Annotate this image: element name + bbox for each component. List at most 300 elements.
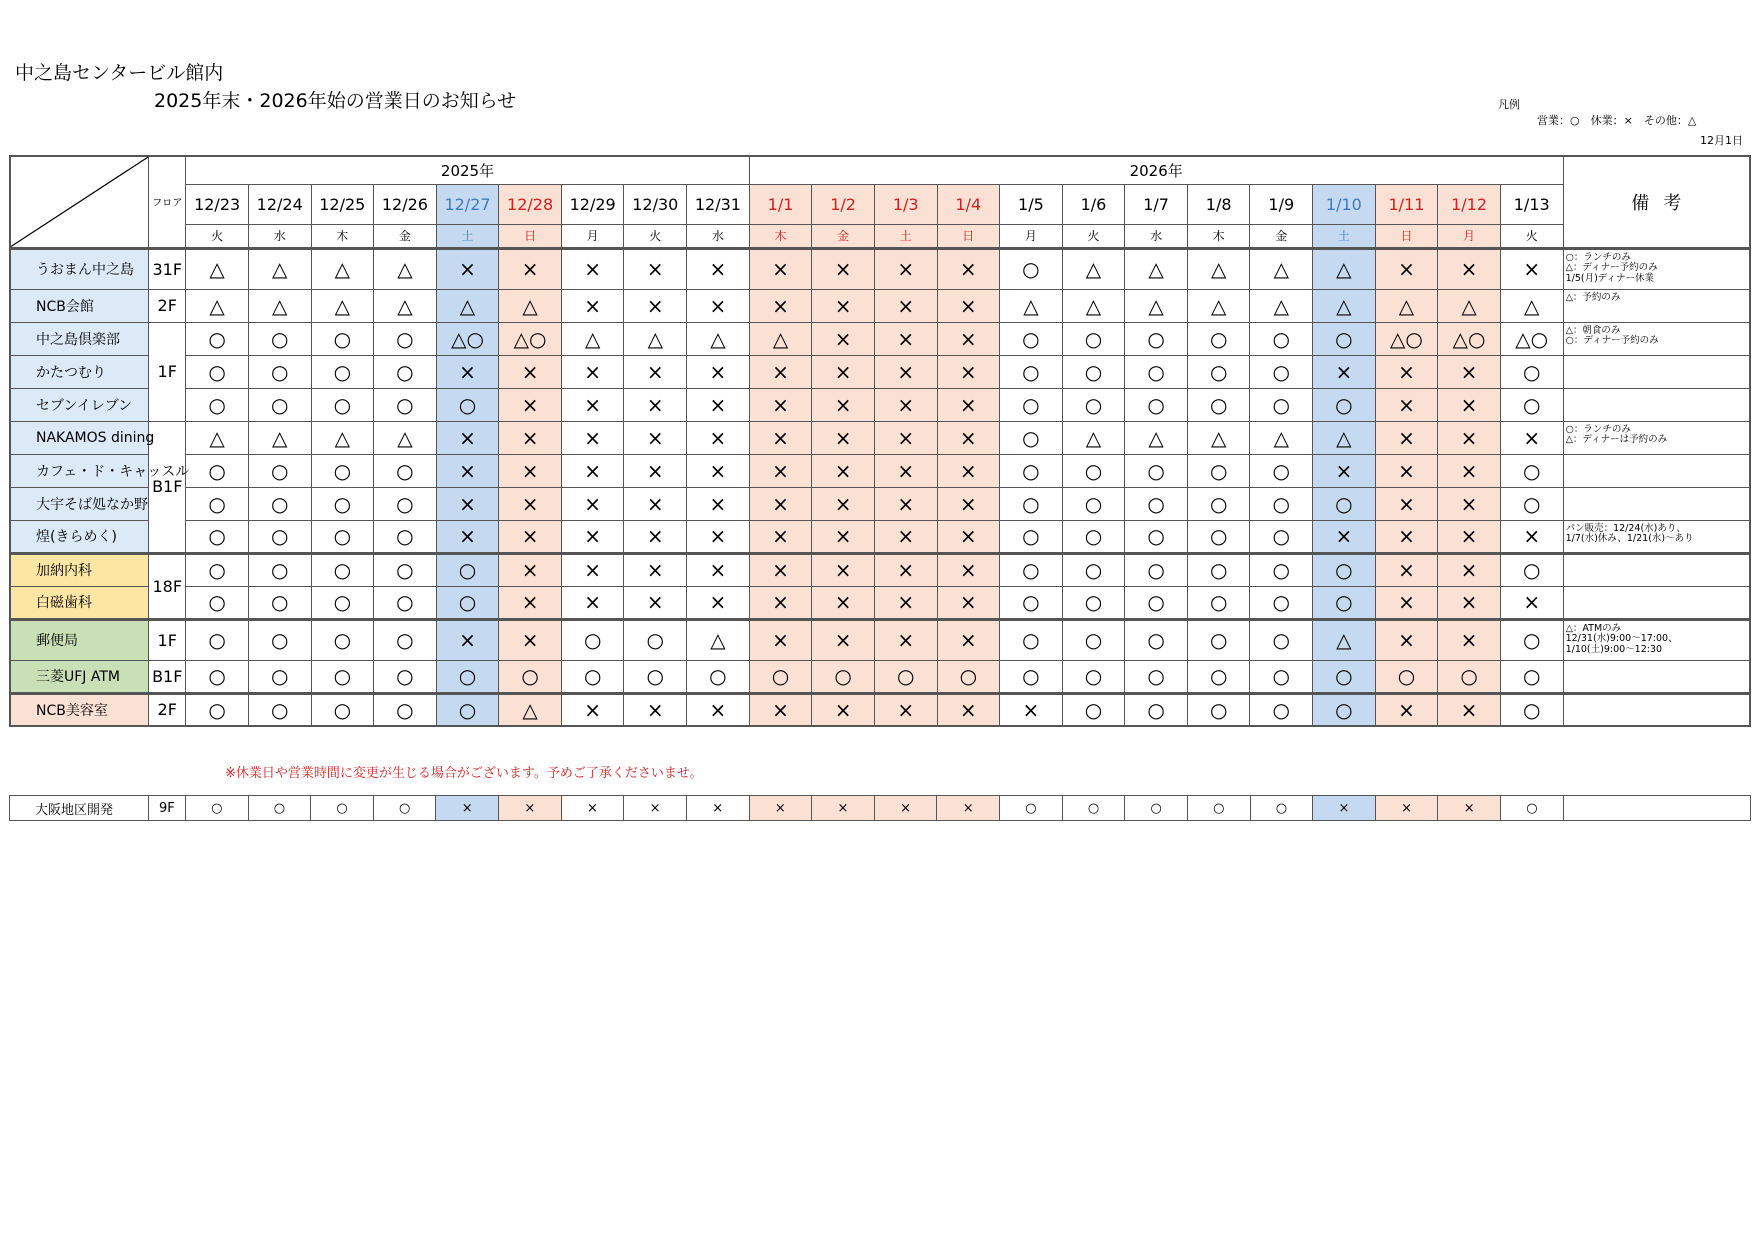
status-cell: △○ bbox=[1438, 322, 1501, 355]
date-header: 1/6 bbox=[1062, 184, 1125, 224]
status-cell: × bbox=[624, 487, 687, 520]
status-cell: ○ bbox=[186, 619, 249, 660]
status-cell: △ bbox=[374, 248, 437, 289]
status-cell: × bbox=[812, 322, 875, 355]
status-cell: ○ bbox=[1062, 454, 1125, 487]
status-cell: × bbox=[561, 454, 624, 487]
status-cell: ○ bbox=[311, 454, 374, 487]
status-cell: ○ bbox=[1500, 619, 1563, 660]
date-header: 12/26 bbox=[374, 184, 437, 224]
tenant-floor: B1F bbox=[149, 660, 186, 693]
status-cell: ○ bbox=[186, 454, 249, 487]
status-cell: △ bbox=[248, 248, 311, 289]
status-cell: × bbox=[812, 619, 875, 660]
status-cell: × bbox=[499, 619, 562, 660]
status-cell: ○ bbox=[1000, 388, 1063, 421]
status-cell: ○ bbox=[248, 322, 311, 355]
status-cell: ○ bbox=[248, 553, 311, 586]
status-cell: ○ bbox=[1500, 487, 1563, 520]
status-cell: △ bbox=[1313, 619, 1376, 660]
status-cell: △ bbox=[687, 322, 750, 355]
status-cell: △○ bbox=[1375, 322, 1438, 355]
status-cell: × bbox=[436, 355, 499, 388]
status-cell: × bbox=[1375, 454, 1438, 487]
tenant-floor: 1F bbox=[149, 619, 186, 660]
status-cell: ○ bbox=[1187, 619, 1250, 660]
status-cell: × bbox=[937, 355, 1000, 388]
status-cell: × bbox=[561, 421, 624, 454]
status-cell: ○ bbox=[1250, 619, 1313, 660]
tenant-name: NCB美容室 bbox=[10, 693, 149, 726]
status-cell: △ bbox=[624, 322, 687, 355]
status-cell: △ bbox=[374, 421, 437, 454]
status-cell: ○ bbox=[311, 355, 374, 388]
status-cell: × bbox=[937, 421, 1000, 454]
remarks-cell bbox=[1563, 355, 1750, 388]
status-cell: △○ bbox=[436, 322, 499, 355]
status-cell: × bbox=[1375, 421, 1438, 454]
date-header: 1/2 bbox=[812, 184, 875, 224]
status-cell: △ bbox=[1187, 289, 1250, 322]
weekday-header: 金 bbox=[374, 224, 437, 248]
status-cell: × bbox=[749, 289, 812, 322]
tenant-name: カフェ・ド・キャッスル bbox=[10, 454, 149, 487]
status-cell: × bbox=[1375, 520, 1438, 553]
status-cell: × bbox=[1000, 693, 1063, 726]
tenant-floor: 18F bbox=[149, 553, 186, 619]
status-cell: × bbox=[749, 487, 812, 520]
status-cell: × bbox=[499, 520, 562, 553]
status-cell: ○ bbox=[1313, 660, 1376, 693]
status-cell: ○ bbox=[374, 520, 437, 553]
status-cell: × bbox=[1438, 454, 1501, 487]
status-cell: × bbox=[874, 322, 937, 355]
status-cell: ○ bbox=[1000, 421, 1063, 454]
status-cell: ○ bbox=[1187, 454, 1250, 487]
status-cell: ○ bbox=[1125, 660, 1188, 693]
schedule-table bbox=[9, 155, 1751, 727]
status-cell: ○ bbox=[1250, 355, 1313, 388]
tenant-floor: 1F bbox=[149, 322, 186, 421]
status-cell: △ bbox=[1000, 289, 1063, 322]
status-cell: ○ bbox=[1250, 520, 1313, 553]
status-cell: × bbox=[499, 248, 562, 289]
status-cell: ○ bbox=[436, 693, 499, 726]
status-cell: × bbox=[812, 520, 875, 553]
status-cell: ○ bbox=[248, 355, 311, 388]
bottom-remarks-cell bbox=[1563, 796, 1750, 821]
status-cell: ○ bbox=[1000, 660, 1063, 693]
status-cell: × bbox=[499, 553, 562, 586]
status-cell: ○ bbox=[1125, 693, 1188, 726]
remarks-cell bbox=[1563, 388, 1750, 421]
status-cell: × bbox=[499, 421, 562, 454]
remarks-cell: ○：ランチのみ △：ディナーは予約のみ bbox=[1563, 421, 1750, 454]
weekday-header: 土 bbox=[1313, 224, 1376, 248]
status-cell: × bbox=[1438, 619, 1501, 660]
bottom-status-cell: ○ bbox=[311, 796, 374, 821]
tenant-name: うおまん中之島 bbox=[10, 248, 149, 289]
weekday-header: 木 bbox=[1187, 224, 1250, 248]
bottom-status-cell: ○ bbox=[1125, 796, 1188, 821]
status-cell: △ bbox=[1375, 289, 1438, 322]
weekday-header: 土 bbox=[874, 224, 937, 248]
remarks-cell: △：予約のみ bbox=[1563, 289, 1750, 322]
date-header: 1/5 bbox=[1000, 184, 1063, 224]
status-cell: × bbox=[561, 388, 624, 421]
status-cell: × bbox=[937, 693, 1000, 726]
tenant-name: 中之島倶楽部 bbox=[10, 322, 149, 355]
status-cell: × bbox=[1375, 388, 1438, 421]
status-cell: ○ bbox=[561, 619, 624, 660]
status-cell: ○ bbox=[374, 660, 437, 693]
status-cell: ○ bbox=[186, 487, 249, 520]
bottom-status-cell: × bbox=[686, 796, 749, 821]
bottom-status-cell: ○ bbox=[373, 796, 436, 821]
status-cell: ○ bbox=[374, 553, 437, 586]
status-cell: △ bbox=[1250, 289, 1313, 322]
status-cell: × bbox=[561, 289, 624, 322]
status-cell: ○ bbox=[1375, 660, 1438, 693]
status-cell: ○ bbox=[374, 388, 437, 421]
status-cell: ○ bbox=[186, 586, 249, 619]
status-cell: × bbox=[624, 289, 687, 322]
status-cell: × bbox=[561, 520, 624, 553]
status-cell: × bbox=[812, 289, 875, 322]
status-cell: × bbox=[561, 693, 624, 726]
status-cell: ○ bbox=[1000, 248, 1063, 289]
status-cell: × bbox=[874, 487, 937, 520]
legend-label: 凡例 bbox=[1498, 98, 1520, 111]
weekday-header: 日 bbox=[1375, 224, 1438, 248]
status-cell: × bbox=[1500, 248, 1563, 289]
status-cell: × bbox=[812, 487, 875, 520]
status-cell: × bbox=[812, 693, 875, 726]
status-cell: △ bbox=[1062, 289, 1125, 322]
status-cell: ○ bbox=[1000, 454, 1063, 487]
status-cell: ○ bbox=[1187, 520, 1250, 553]
status-cell: × bbox=[499, 388, 562, 421]
bottom-status-cell: ○ bbox=[1187, 796, 1250, 821]
status-cell: × bbox=[1375, 355, 1438, 388]
status-cell: ○ bbox=[374, 355, 437, 388]
status-cell: × bbox=[874, 248, 937, 289]
status-cell: × bbox=[436, 454, 499, 487]
status-cell: ○ bbox=[1313, 693, 1376, 726]
status-cell: ○ bbox=[1062, 322, 1125, 355]
status-cell: ○ bbox=[812, 660, 875, 693]
date-header: 12/30 bbox=[624, 184, 687, 224]
status-cell: × bbox=[687, 248, 750, 289]
status-cell: × bbox=[499, 355, 562, 388]
status-cell: △ bbox=[436, 289, 499, 322]
status-cell: × bbox=[937, 520, 1000, 553]
status-cell: ○ bbox=[1000, 487, 1063, 520]
date-header: 12/31 bbox=[687, 184, 750, 224]
status-cell: △ bbox=[1313, 248, 1376, 289]
status-cell: △ bbox=[186, 289, 249, 322]
status-cell: △ bbox=[311, 421, 374, 454]
status-cell: × bbox=[624, 520, 687, 553]
tenant-name: 大宇そば処なか野 bbox=[10, 487, 149, 520]
status-cell: × bbox=[561, 355, 624, 388]
bottom-status-cell: ○ bbox=[1501, 796, 1564, 821]
status-cell: × bbox=[436, 520, 499, 553]
status-cell: ○ bbox=[749, 660, 812, 693]
bottom-table bbox=[9, 795, 1751, 821]
status-cell: ○ bbox=[1125, 619, 1188, 660]
status-cell: × bbox=[687, 454, 750, 487]
status-cell: △○ bbox=[499, 322, 562, 355]
status-cell: × bbox=[874, 520, 937, 553]
status-cell: △ bbox=[186, 421, 249, 454]
bottom-status-cell: × bbox=[624, 796, 687, 821]
status-cell: ○ bbox=[1313, 322, 1376, 355]
status-cell: ○ bbox=[311, 322, 374, 355]
tenant-name: かたつむり bbox=[10, 355, 149, 388]
status-cell: ○ bbox=[436, 660, 499, 693]
tenant-name: セブンイレブン bbox=[10, 388, 149, 421]
status-cell: ○ bbox=[687, 660, 750, 693]
status-cell: × bbox=[499, 487, 562, 520]
status-cell: × bbox=[624, 454, 687, 487]
remarks-cell bbox=[1563, 487, 1750, 520]
date-header: 1/11 bbox=[1375, 184, 1438, 224]
status-cell: ○ bbox=[1500, 388, 1563, 421]
status-cell: ○ bbox=[1500, 693, 1563, 726]
status-cell: × bbox=[1438, 586, 1501, 619]
date-header: 12/23 bbox=[186, 184, 249, 224]
page-title-line2: 2025年末・2026年始の営業日のお知らせ bbox=[154, 90, 517, 112]
bottom-status-cell: × bbox=[499, 796, 562, 821]
status-cell: ○ bbox=[1250, 553, 1313, 586]
bottom-status-cell: × bbox=[1438, 796, 1501, 821]
status-cell: ○ bbox=[1500, 355, 1563, 388]
status-cell: × bbox=[874, 355, 937, 388]
status-cell: ○ bbox=[1000, 586, 1063, 619]
status-cell: × bbox=[1438, 693, 1501, 726]
remarks-cell bbox=[1563, 693, 1750, 726]
status-cell: ○ bbox=[374, 454, 437, 487]
status-cell: ○ bbox=[1500, 454, 1563, 487]
status-cell: ○ bbox=[1062, 693, 1125, 726]
status-cell: × bbox=[436, 421, 499, 454]
bottom-status-cell: × bbox=[1375, 796, 1438, 821]
status-cell: × bbox=[687, 586, 750, 619]
status-cell: × bbox=[687, 289, 750, 322]
date-header: 1/1 bbox=[749, 184, 812, 224]
status-cell: ○ bbox=[311, 487, 374, 520]
status-cell: ○ bbox=[1062, 619, 1125, 660]
status-cell: ○ bbox=[1062, 586, 1125, 619]
date-header: 1/10 bbox=[1313, 184, 1376, 224]
bottom-status-cell: × bbox=[561, 796, 624, 821]
weekday-header: 火 bbox=[624, 224, 687, 248]
status-cell: ○ bbox=[1187, 322, 1250, 355]
status-cell: ○ bbox=[1313, 388, 1376, 421]
weekday-header: 月 bbox=[561, 224, 624, 248]
status-cell: ○ bbox=[436, 553, 499, 586]
status-cell: × bbox=[937, 553, 1000, 586]
remarks-cell bbox=[1563, 660, 1750, 693]
status-cell: ○ bbox=[874, 660, 937, 693]
status-cell: × bbox=[1375, 586, 1438, 619]
status-cell: △ bbox=[1250, 421, 1313, 454]
status-cell: × bbox=[1375, 487, 1438, 520]
status-cell: × bbox=[1313, 355, 1376, 388]
status-cell: × bbox=[1500, 421, 1563, 454]
status-cell: ○ bbox=[311, 553, 374, 586]
status-cell: ○ bbox=[186, 660, 249, 693]
status-cell: × bbox=[561, 586, 624, 619]
status-cell: ○ bbox=[1250, 660, 1313, 693]
floor-header: フロア bbox=[149, 156, 186, 248]
status-cell: × bbox=[499, 454, 562, 487]
status-cell: ○ bbox=[186, 355, 249, 388]
status-cell: ○ bbox=[1000, 520, 1063, 553]
status-cell: × bbox=[812, 586, 875, 619]
status-cell: × bbox=[1438, 388, 1501, 421]
status-cell: ○ bbox=[1250, 586, 1313, 619]
status-cell: ○ bbox=[186, 322, 249, 355]
tenant-name: 三菱UFJ ATM bbox=[10, 660, 149, 693]
bottom-tenant-floor: 9F bbox=[148, 796, 185, 821]
status-cell: ○ bbox=[248, 619, 311, 660]
status-cell: × bbox=[436, 487, 499, 520]
tenant-name: 白磁歯科 bbox=[10, 586, 149, 619]
status-cell: ○ bbox=[1313, 487, 1376, 520]
status-cell: × bbox=[1375, 619, 1438, 660]
status-cell: × bbox=[874, 619, 937, 660]
tenant-name: 加納内科 bbox=[10, 553, 149, 586]
status-cell: △ bbox=[749, 322, 812, 355]
status-cell: ○ bbox=[248, 660, 311, 693]
status-cell: × bbox=[624, 355, 687, 388]
status-cell: × bbox=[1438, 520, 1501, 553]
tenant-name: 郵便局 bbox=[10, 619, 149, 660]
status-cell: ○ bbox=[1250, 693, 1313, 726]
status-cell: ○ bbox=[1500, 553, 1563, 586]
weekday-header: 水 bbox=[248, 224, 311, 248]
status-cell: × bbox=[1375, 248, 1438, 289]
status-cell: × bbox=[749, 619, 812, 660]
status-cell: × bbox=[1500, 520, 1563, 553]
status-cell: × bbox=[749, 421, 812, 454]
date-header: 1/12 bbox=[1438, 184, 1501, 224]
status-cell: ○ bbox=[1062, 388, 1125, 421]
status-cell: ○ bbox=[561, 660, 624, 693]
bottom-status-cell: ○ bbox=[248, 796, 311, 821]
date-header: 1/4 bbox=[937, 184, 1000, 224]
status-cell: × bbox=[687, 553, 750, 586]
status-cell: ○ bbox=[186, 520, 249, 553]
status-cell: ○ bbox=[248, 586, 311, 619]
issue-date: 12月1日 bbox=[1700, 134, 1743, 147]
status-cell: ○ bbox=[248, 454, 311, 487]
status-cell: △ bbox=[561, 322, 624, 355]
status-cell: △ bbox=[499, 693, 562, 726]
status-cell: △ bbox=[311, 248, 374, 289]
status-cell: △ bbox=[1438, 289, 1501, 322]
weekday-header: 月 bbox=[1438, 224, 1501, 248]
status-cell: △ bbox=[1062, 248, 1125, 289]
status-cell: × bbox=[436, 248, 499, 289]
weekday-header: 水 bbox=[1125, 224, 1188, 248]
status-cell: ○ bbox=[1062, 355, 1125, 388]
weekday-header: 木 bbox=[311, 224, 374, 248]
status-cell: △ bbox=[186, 248, 249, 289]
status-cell: × bbox=[937, 289, 1000, 322]
status-cell: ○ bbox=[248, 520, 311, 553]
status-cell: × bbox=[1375, 693, 1438, 726]
status-cell: × bbox=[937, 619, 1000, 660]
remarks-header: 備考 bbox=[1563, 156, 1750, 248]
status-cell: ○ bbox=[1125, 487, 1188, 520]
status-cell: △ bbox=[1125, 421, 1188, 454]
status-cell: ○ bbox=[1125, 355, 1188, 388]
status-cell: △ bbox=[1187, 248, 1250, 289]
status-cell: ○ bbox=[1000, 355, 1063, 388]
status-cell: △ bbox=[1313, 421, 1376, 454]
status-cell: ○ bbox=[311, 388, 374, 421]
status-cell: × bbox=[937, 322, 1000, 355]
status-cell: × bbox=[874, 388, 937, 421]
remarks-cell: パン販売：12/24(水)あり、 1/7(水)休み、1/21(水)～あり bbox=[1563, 520, 1750, 553]
status-cell: ○ bbox=[624, 619, 687, 660]
status-cell: × bbox=[749, 248, 812, 289]
status-cell: △ bbox=[1125, 248, 1188, 289]
status-cell: ○ bbox=[1125, 322, 1188, 355]
weekday-header: 土 bbox=[436, 224, 499, 248]
bottom-status-cell: ○ bbox=[1000, 796, 1063, 821]
status-cell: ○ bbox=[1313, 553, 1376, 586]
status-cell: ○ bbox=[1062, 660, 1125, 693]
status-cell: △ bbox=[311, 289, 374, 322]
status-cell: × bbox=[874, 421, 937, 454]
year-2025-header: 2025年 bbox=[186, 156, 749, 184]
status-cell: ○ bbox=[1062, 553, 1125, 586]
tenant-floor: 31F bbox=[149, 248, 186, 289]
bottom-status-cell: ○ bbox=[185, 796, 248, 821]
remarks-cell: △：朝食のみ ○：ディナー予約のみ bbox=[1563, 322, 1750, 355]
status-cell: × bbox=[687, 355, 750, 388]
status-cell: ○ bbox=[1125, 388, 1188, 421]
status-cell: △ bbox=[248, 289, 311, 322]
status-cell: ○ bbox=[374, 487, 437, 520]
status-cell: × bbox=[1438, 553, 1501, 586]
date-header: 1/3 bbox=[874, 184, 937, 224]
date-header: 1/9 bbox=[1250, 184, 1313, 224]
status-cell: ○ bbox=[1062, 520, 1125, 553]
status-cell: × bbox=[1438, 248, 1501, 289]
status-cell: ○ bbox=[1187, 586, 1250, 619]
status-cell: × bbox=[937, 248, 1000, 289]
tenant-floor: 2F bbox=[149, 693, 186, 726]
bottom-status-cell: × bbox=[436, 796, 499, 821]
status-cell: × bbox=[749, 553, 812, 586]
status-cell: ○ bbox=[499, 660, 562, 693]
status-cell: ○ bbox=[374, 322, 437, 355]
status-cell: × bbox=[749, 388, 812, 421]
status-cell: ○ bbox=[186, 553, 249, 586]
tenant-floor: 2F bbox=[149, 289, 186, 322]
status-cell: ○ bbox=[1125, 520, 1188, 553]
status-cell: ○ bbox=[186, 388, 249, 421]
date-header: 12/29 bbox=[561, 184, 624, 224]
status-cell: ○ bbox=[624, 660, 687, 693]
bottom-status-cell: × bbox=[812, 796, 875, 821]
status-cell: ○ bbox=[374, 586, 437, 619]
